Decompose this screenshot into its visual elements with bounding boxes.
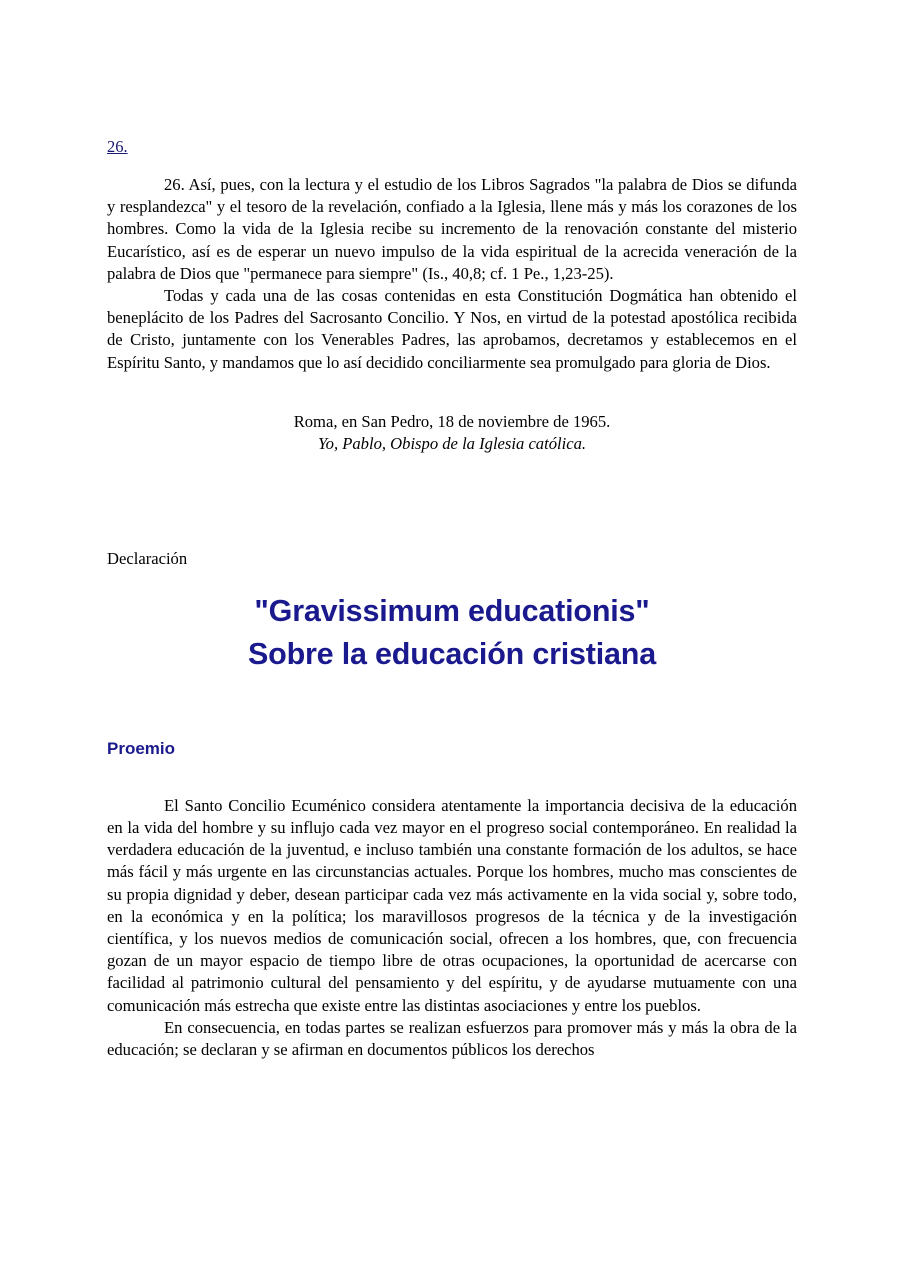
paragraph-approval: Todas y cada una de las cosas contenidas en esta Constitución Dogmática han obtenido el beneplácito de los Padres del Sacrosanto Concilio. Y Nos, en virtud de la potestad apostólica recibida de Cristo, juntamente con los Venerables Padres, las aprobamos, decretamos y establecemos en el Espíritu Santo, y mandamos que lo así decidido conciliarmente sea promulgado para gloria de Dios. [107,286,797,372]
anchor-link-row [107,0,797,157]
signature-block [107,411,797,456]
paragraph-26: 26. Así, pues, con la lectura y el estudio de los Libros Sagrados "la palabra de Dios se difunda y resplandezca" y el tesoro de la revelación, confiado a la Iglesia, llene más y más los corazones de los hombres. Como la vida de la Iglesia recibe su incremento de la renovación constante del misterio Eucarístico, así es de esperar un nuevo impulso de la vida espiritual de la acrecida veneración de la palabra de Dios que "permanece para siempre" (Is., 40,8; cf. 1 Pe., 1,23-25). [107,175,797,283]
declaration-title-spanish: Sobre la educación cristiana [248,636,656,671]
paragraph-proemio-2: En consecuencia, en todas partes se realizan esfuerzos para promover más y más la obra de la educación; se declaran y se afirman en documentos públicos los derechos [107,1017,797,1060]
signature-place-date: Roma, en San Pedro, 18 de noviembre de 1965. [293,411,611,431]
document-content-column [107,0,797,1061]
declaration-title-latin: "Gravissimum educationis" [254,593,650,628]
paragraph-proemio-1: El Santo Concilio Ecuménico considera atentamente la importancia decisiva de la educación en la vida del hombre y su influjo cada vez mayor en el progreso social contemporáneo. En realidad la verdadera educación de la juventud, e incluso también una constante formación de los adultos, se hace más fácil y más urgente en las circunstancias actuales. Porque los hombres, mucho mas conscientes de su propia dignidad y deber, desean participar cada vez más activamente en la vida social y, sobre todo, en la económica y en la política; los maravillosos progresos de la técnica y de la investigación científica, y los nuevos medios de comunicación social, ofrecen a los hombres, que, con frecuencia gozan de un mayor espacio de tiempo libre de otras ocupaciones, la oportunidad de acercarse con facilidad al patrimonio cultural del pensamiento y del espíritu, y de ayudarse mutuamente con una comunicación más estrecha que existe entre las distintas asociaciones y entre los pueblos. [107,795,797,1015]
signature-signatory: Yo, Pablo, Obispo de la Iglesia católica. [317,434,587,454]
declaration-title [107,590,797,676]
section-anchor-link-26[interactable]: 26. [107,137,128,156]
declaration-label: Declaración [107,548,188,568]
section-heading-proemio: Proemio [107,738,176,758]
